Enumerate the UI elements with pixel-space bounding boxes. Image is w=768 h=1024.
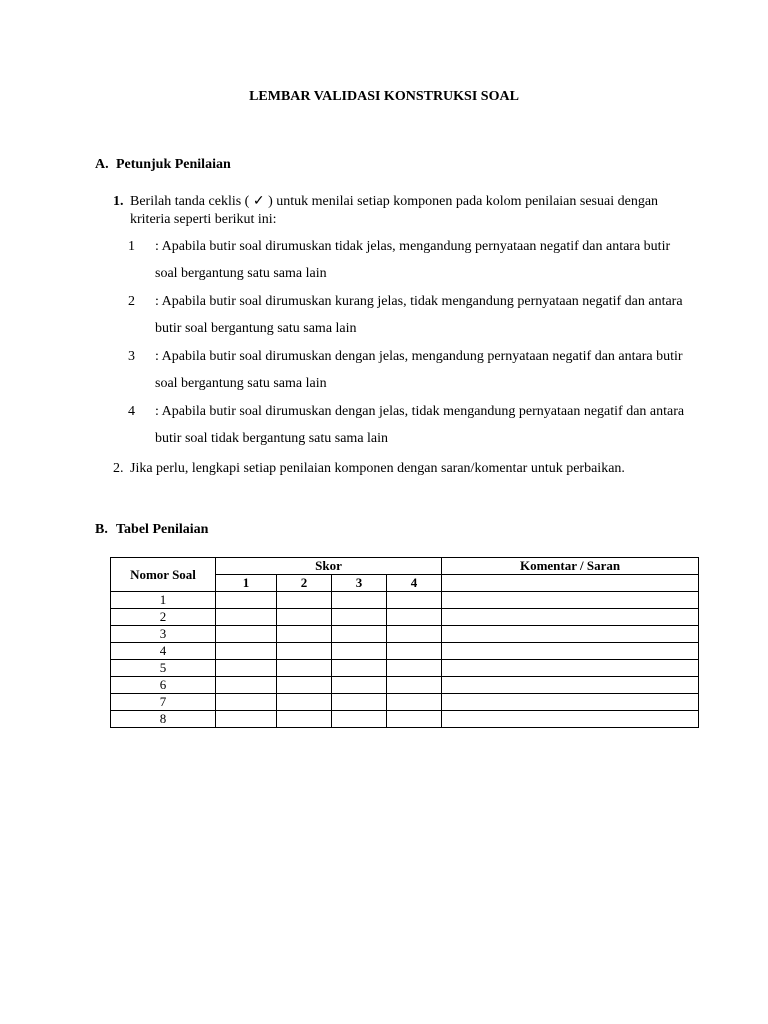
header-skor-1: 1: [216, 575, 277, 592]
instruction-1-number: 1.: [113, 194, 124, 209]
score-cell-4[interactable]: [387, 711, 442, 728]
score-cell-3[interactable]: [332, 711, 387, 728]
section-a-title: Petunjuk Penilaian: [116, 157, 231, 172]
comment-cell[interactable]: [442, 660, 699, 677]
table-row: [111, 626, 699, 643]
score-cell-3[interactable]: [332, 660, 387, 677]
table-row: [111, 677, 699, 694]
score-cell-4[interactable]: [387, 592, 442, 609]
score-cell-2[interactable]: [277, 677, 332, 694]
section-b-letter: B.: [95, 522, 108, 537]
table-row: [111, 711, 699, 728]
section-a-heading: [95, 157, 231, 173]
criterion-4: [128, 398, 688, 452]
score-cell-1[interactable]: [216, 643, 277, 660]
criterion-1: [128, 233, 688, 287]
table-row: [111, 660, 699, 677]
row-number-cell: 7: [111, 694, 216, 711]
header-nomor-soal: Nomor Soal: [111, 558, 216, 592]
score-cell-1[interactable]: [216, 592, 277, 609]
score-cell-4[interactable]: [387, 609, 442, 626]
table-row: [111, 609, 699, 626]
score-cell-2[interactable]: [277, 626, 332, 643]
instruction-1-text: Berilah tanda ceklis ( ✓ ) untuk menilai setiap komponen pada kolom penilaian sesuai dengan kriteria seperti berikut ini:: [130, 194, 659, 227]
score-cell-2[interactable]: [277, 660, 332, 677]
instruction-2: [113, 460, 673, 478]
assessment-table: [110, 557, 699, 728]
table-row: [111, 592, 699, 609]
score-cell-2[interactable]: [277, 711, 332, 728]
header-skor: Skor: [216, 558, 442, 575]
score-cell-3[interactable]: [332, 626, 387, 643]
score-cell-4[interactable]: [387, 660, 442, 677]
score-cell-4[interactable]: [387, 643, 442, 660]
comment-cell[interactable]: [442, 643, 699, 660]
score-cell-3[interactable]: [332, 694, 387, 711]
score-cell-3[interactable]: [332, 677, 387, 694]
score-cell-3[interactable]: [332, 592, 387, 609]
score-cell-1[interactable]: [216, 694, 277, 711]
score-cell-4[interactable]: [387, 694, 442, 711]
score-cell-2[interactable]: [277, 592, 332, 609]
criterion-3-number: 3: [128, 349, 135, 364]
criterion-2: [128, 288, 688, 342]
row-number-cell: 1: [111, 592, 216, 609]
score-cell-3[interactable]: [332, 643, 387, 660]
score-cell-1[interactable]: [216, 609, 277, 626]
header-skor-3: 3: [332, 575, 387, 592]
comment-cell[interactable]: [442, 626, 699, 643]
row-number-cell: 3: [111, 626, 216, 643]
criterion-4-number: 4: [128, 404, 135, 419]
score-cell-1[interactable]: [216, 660, 277, 677]
score-cell-2[interactable]: [277, 643, 332, 660]
row-number-cell: 4: [111, 643, 216, 660]
table-row: [111, 643, 699, 660]
section-b-title: Tabel Penilaian: [116, 522, 209, 537]
header-skor-4: 4: [387, 575, 442, 592]
criterion-3: [128, 343, 688, 397]
criterion-4-text: : Apabila butir soal dirumuskan dengan jelas, tidak mengandung pernyataan negatif dan antara butir soal tidak bergantung satu sama lain: [155, 404, 685, 446]
score-cell-1[interactable]: [216, 626, 277, 643]
document-title: LEMBAR VALIDASI KONSTRUKSI SOAL: [249, 89, 519, 104]
score-cell-1[interactable]: [216, 711, 277, 728]
comment-cell[interactable]: [442, 711, 699, 728]
row-number-cell: 6: [111, 677, 216, 694]
comment-cell[interactable]: [442, 592, 699, 609]
header-skor-2: 2: [277, 575, 332, 592]
header-komentar-blank: [442, 575, 699, 592]
criterion-2-number: 2: [128, 294, 135, 309]
header-komentar-saran: Komentar / Saran: [442, 558, 699, 575]
comment-cell[interactable]: [442, 609, 699, 626]
instruction-2-text: Jika perlu, lengkapi setiap penilaian komponen dengan saran/komentar untuk perbaikan.: [130, 461, 625, 476]
criterion-1-text: : Apabila butir soal dirumuskan tidak jelas, mengandung pernyataan negatif dan antara butir soal bergantung satu sama lain: [155, 239, 671, 281]
score-cell-1[interactable]: [216, 677, 277, 694]
score-cell-4[interactable]: [387, 626, 442, 643]
score-cell-4[interactable]: [387, 677, 442, 694]
score-cell-3[interactable]: [332, 609, 387, 626]
row-number-cell: 2: [111, 609, 216, 626]
section-b-heading: [95, 522, 208, 538]
row-number-cell: 8: [111, 711, 216, 728]
score-cell-2[interactable]: [277, 609, 332, 626]
score-cell-2[interactable]: [277, 694, 332, 711]
table-row: [111, 694, 699, 711]
criterion-2-text: : Apabila butir soal dirumuskan kurang jelas, tidak mengandung pernyataan negatif dan antara butir soal bergantung satu sama lain: [155, 294, 683, 336]
instruction-1: [113, 193, 673, 229]
row-number-cell: 5: [111, 660, 216, 677]
comment-cell[interactable]: [442, 694, 699, 711]
criterion-1-number: 1: [128, 239, 135, 254]
section-a-letter: A.: [95, 157, 109, 172]
instruction-2-number: 2.: [113, 461, 124, 476]
comment-cell[interactable]: [442, 677, 699, 694]
criterion-3-text: : Apabila butir soal dirumuskan dengan jelas, mengandung pernyataan negatif dan antara butir soal bergantung satu sama lain: [155, 349, 683, 391]
